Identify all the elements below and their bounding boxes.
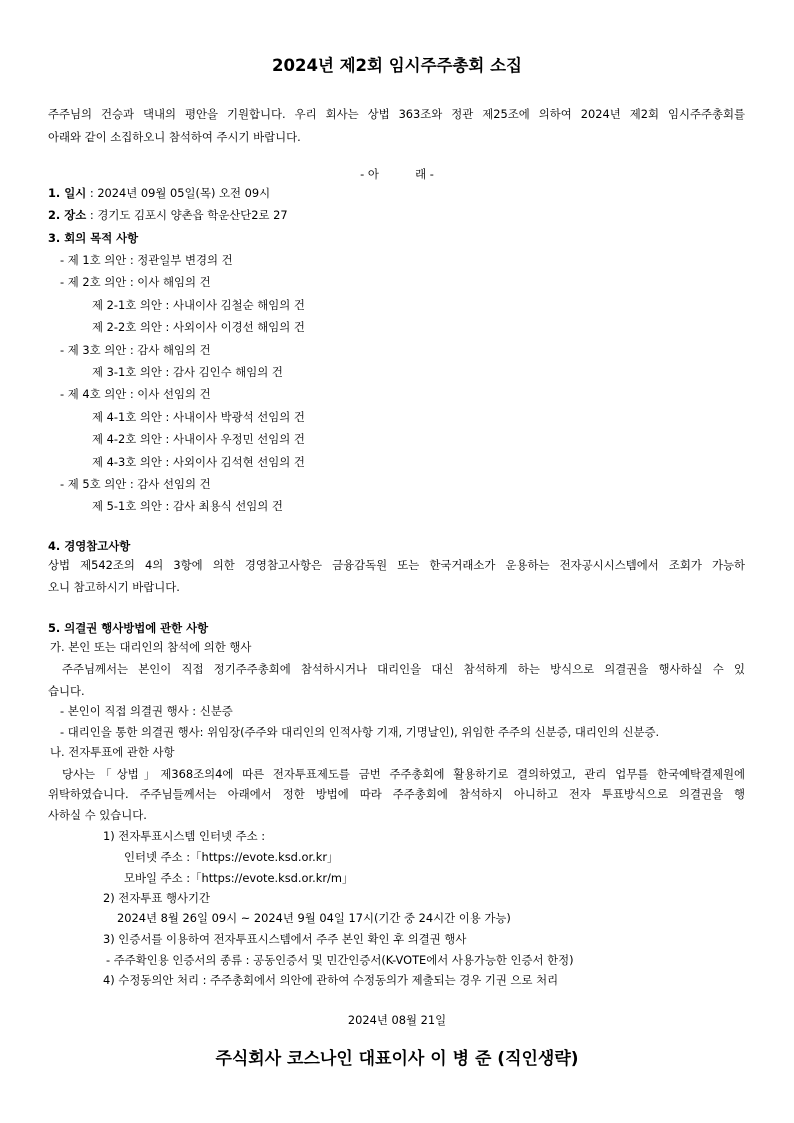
evote-mobile-address: 모바일 주소 :「https://evote.ksd.or.kr/m」 [124, 871, 354, 885]
evote-period: 2024년 8월 26일 09시 ~ 2024년 9월 04일 17시(기간 중 24시간 이용 가능) [117, 911, 511, 925]
subsection-na-para-1: 당사는「상법」제368조의4에 따른 전자투표제도를 금번 주주총회에 활용하기로 결의하였고, 관리 업무를 한국예탁결제원에 [62, 767, 745, 781]
evote-item-1: 1) 전자투표시스템 인터넷 주소 : [103, 829, 266, 843]
agenda-item: - 제 3호 의안 : 감사 해임의 건 [60, 343, 211, 357]
agenda-subitem: 제 3-1호 의안 : 감사 김인수 해임의 건 [92, 365, 283, 379]
section-1-datetime [48, 186, 270, 200]
agenda-subitem: 제 4-3호 의안 : 사외이사 김석현 선임의 건 [92, 455, 305, 469]
agenda-item: - 제 1호 의안 : 정관일부 변경의 건 [60, 253, 233, 267]
subsection-na-para-3: 사하실 수 있습니다. [48, 808, 147, 822]
section-3-heading: 3. 회의 목적 사항 [48, 231, 139, 245]
subsection-ga-para-1: 주주님께서는 본인이 직접 정기주주총회에 참석하시거나 대리인을 대신 참석하게 하는 방식으로 의결권을 행사하실 수 있 [62, 662, 745, 676]
section-4-heading: 4. 경영참고사항 [48, 539, 131, 553]
evote-item-2: 2) 전자투표 행사기간 [103, 891, 210, 905]
intro-line-2: 아래와 같이 소집하오니 참석하여 주시기 바랍니다. [48, 130, 301, 144]
intro-line-1: 주주님의 건승과 댁내의 평안을 기원합니다. 우리 회사는 상법 363조와 정관 제25조에 의하여 2024년 제2회 임시주주총회를 [48, 107, 745, 121]
agenda-subitem: 제 5-1호 의안 : 감사 최용식 선임의 건 [92, 499, 283, 513]
page-title: 2024년 제2회 임시주주총회 소집 [272, 56, 522, 75]
evote-certificate-types: - 주주확인용 인증서의 종류 : 공동인증서 및 민간인증서(K-VOTE에서 사용가능한 인증서 한정) [106, 953, 574, 967]
subsection-ga-bullet-2: - 대리인을 통한 의결권 행사: 위임장(주주와 대리인의 인적사항 기재, 기명날인), 위임한 주주의 신분증, 대리인의 신분증. [60, 725, 660, 739]
agenda-item: - 제 4호 의안 : 이사 선임의 건 [60, 387, 211, 401]
section-5-heading: 5. 의결권 행사방법에 관한 사항 [48, 621, 209, 635]
subsection-ga-bullet-1: - 본인이 직접 의결권 행사 : 신분증 [60, 704, 233, 718]
subsection-na-para-2: 위탁하였습니다. 주주님들께서는 아래에서 정한 방법에 따라 주주총회에 참석하지 아니하고 전자 투표방식으로 의결권을 행 [48, 787, 745, 801]
agenda-subitem: 제 4-1호 의안 : 사내이사 박광석 선임의 건 [92, 410, 305, 424]
section-1-label: 1. 일시 [48, 186, 87, 200]
notice-date: 2024년 08월 21일 [347, 1013, 447, 1027]
evote-web-address: 인터넷 주소 :「https://evote.ksd.or.kr」 [124, 850, 339, 864]
section-2-label: 2. 장소 [48, 208, 87, 222]
section-2-value: : 경기도 김포시 양촌읍 학운산단2로 27 [86, 208, 288, 222]
agenda-subitem: 제 4-2호 의안 : 사내이사 우정민 선임의 건 [92, 432, 305, 446]
signature-line: 주식회사 코스나인 대표이사 이 병 준 (직인생략) [215, 1049, 579, 1069]
evote-item-3: 3) 인증서를 이용하여 전자투표시스템에서 주주 본인 확인 후 의결권 행사 [103, 932, 467, 946]
subsection-na-heading: 나. 전자투표에 관한 사항 [50, 745, 175, 759]
agenda-subitem: 제 2-2호 의안 : 사외이사 이경선 해임의 건 [92, 320, 305, 334]
agenda-subitem: 제 2-1호 의안 : 사내이사 김철순 해임의 건 [92, 298, 305, 312]
subsection-ga-heading: 가. 본인 또는 대리인의 참석에 의한 행사 [50, 640, 252, 654]
agenda-item: - 제 5호 의안 : 감사 선임의 건 [60, 477, 211, 491]
agenda-item: - 제 2호 의안 : 이사 해임의 건 [60, 275, 211, 289]
evote-item-4: 4) 수정동의안 처리 : 주주총회에서 의안에 관하여 수정동의가 제출되는 경우 기권 으로 처리 [103, 973, 559, 987]
below-marker: - 아 래 - [360, 167, 434, 181]
section-1-value: : 2024년 09월 05일(목) 오전 09시 [86, 186, 271, 200]
section-2-place [48, 208, 288, 222]
section-4-line-2: 오니 참고하시기 바랍니다. [48, 580, 180, 594]
subsection-ga-para-2: 습니다. [48, 684, 85, 698]
section-4-line-1: 상법 제542조의 4의 3항에 의한 경영참고사항은 금융감독원 또는 한국거래소가 운용하는 전자공시시스템에서 조회가 가능하 [48, 558, 745, 572]
